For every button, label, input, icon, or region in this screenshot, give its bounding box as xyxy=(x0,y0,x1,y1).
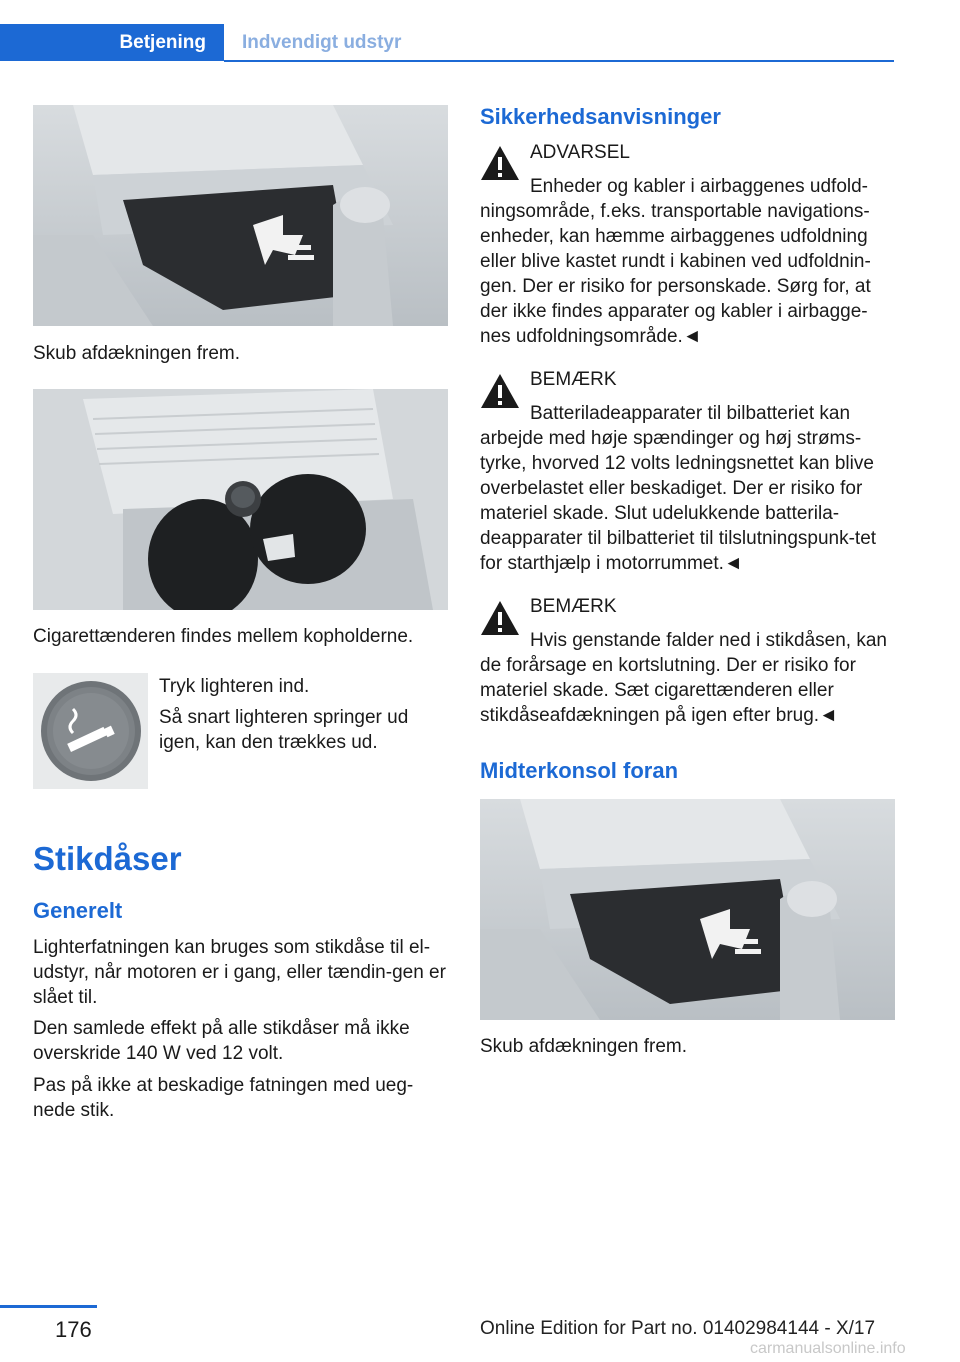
figure-cup-holders xyxy=(33,389,448,610)
caption-cover-push: Skub afdækningen frem. xyxy=(33,343,241,364)
paragraph-power: Den samlede effekt på alle stikdåser må ikke overskride 140 W ved 12 volt. xyxy=(33,1018,410,1064)
warning-text: Enheder og kabler i airbaggenes udfold-ningsområde, f.eks. transportable navigations-enheder, kan hæmme airbaggenes udfoldning eller blive kastet rundt i kabinen ved udfoldnin-gen. Der er risiko for personskade. Sørg for, at der ikke findes apparater og kabler i airbagge-nes udfoldningsområde.◄ xyxy=(480,176,871,347)
notice-title-2: BEMÆRK xyxy=(530,596,617,617)
paragraph-caution: Pas på ikke at beskadige fatningen med ueg-nede stik. xyxy=(33,1075,414,1121)
footer-rule xyxy=(0,1305,97,1308)
figure-cover-push xyxy=(33,105,448,326)
chapter-tab-active: Betjening xyxy=(0,24,224,61)
page-number: 176 xyxy=(55,1317,92,1342)
safety-heading: Sikkerhedsanvisninger xyxy=(480,104,721,129)
caption-front-console: Skub afdækningen frem. xyxy=(480,1036,688,1057)
subheading-center-console: Midterkonsol foran xyxy=(480,758,679,783)
figure-front-console xyxy=(480,799,895,1020)
lighter-instruction-1: Tryk lighteren ind. xyxy=(159,676,310,697)
header-rule xyxy=(224,60,894,62)
section-title: Stikdåser xyxy=(33,840,182,877)
subsection-title: Generelt xyxy=(33,898,123,923)
lighter-instruction-2: Så snart lighteren springer ud igen, kan den trækkes ud. xyxy=(159,707,409,753)
notice-text-2: Hvis genstande falder ned i stikdåsen, kan de forårsage en kortslutning. Der er risiko for materiel skade. Sæt cigarettænderen eller stikdåseafdækningen på igen efter brug.◄ xyxy=(480,630,887,726)
paragraph-usage: Lighterfatningen kan bruges som stikdåse til el-udstyr, når motoren er i gang, eller tændin-gen er slået til. xyxy=(33,937,446,1008)
lighter-icon xyxy=(33,673,148,789)
notice-text-1: Batteriladeapparater til bilbatteriet kan arbejde med høje spændinger og høj strøms-tyrke, hvorved 12 volts ledningsnettet kan blive overbelastet eller beskadiget. Der er risiko for materiel skade. Slut udelukkende batterila-deapparater til bilbatteriet til tilslutningspunk-tet for starthjælp i motorrummet.◄ xyxy=(480,403,877,574)
caption-cup-holders: Cigarettænderen findes mellem kopholderne. xyxy=(33,626,414,647)
page-header xyxy=(0,0,894,62)
edition-text: Online Edition for Part no. 01402984144 - X/17 xyxy=(480,1318,876,1339)
warning-title: ADVARSEL xyxy=(530,142,630,163)
chapter-tab-section: Indvendigt udstyr xyxy=(242,31,402,53)
watermark: carmanualsonline.info xyxy=(750,1340,906,1357)
notice-title-1: BEMÆRK xyxy=(530,369,617,390)
